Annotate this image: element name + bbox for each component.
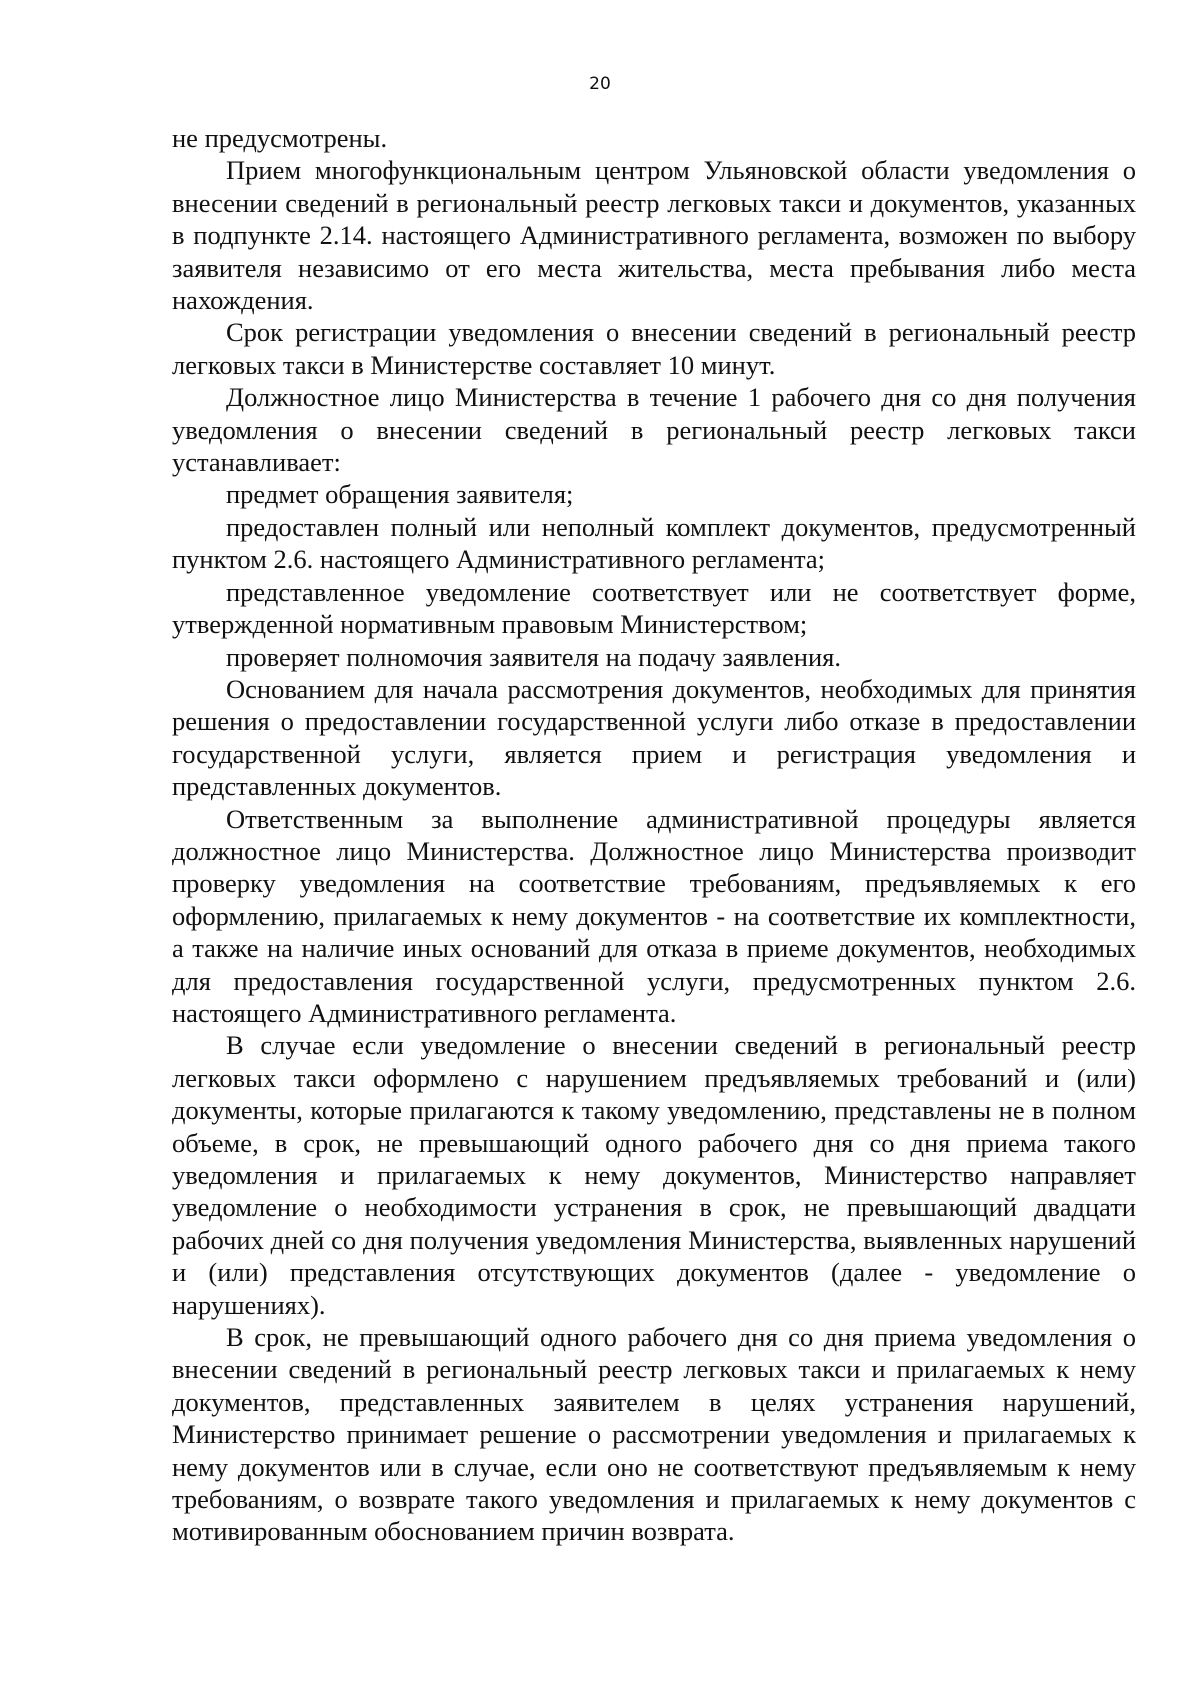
paragraph: Основанием для начала рассмотрения документов, необходимых для принятия решения о предоставлении государственной услуги либо отказе в предоставлении государственной услуги, является прием и регистрация уведомления и представленных документов. (172, 673, 1136, 802)
paragraph: Должностное лицо Министерства в течение 1 рабочего дня со дня получения уведомления о внесении сведений в региональный реестр легковых такси устанавливает: (172, 382, 1136, 478)
paragraph: не предусмотрены. (172, 123, 388, 153)
paragraph: Прием многофункциональным центром Ульяновской области уведомления о внесении сведений в региональный реестр легковых такси и документов, указанных в подпункте 2.14. настоящего Административного регламента, возможен по выбору заявителя независимо от его места жительства, места пребывания либо места нахождения. (172, 155, 1136, 316)
paragraph: Ответственным за выполнение административной процедуры является должностное лицо Министерства. Должностное лицо Министерства производит проверку уведомления на соответствие требованиям, предъявляемых к его оформлению, прилагаемых к нему документов - на соответствие их комплектности, а также на наличие иных оснований для отказа в приеме документов, необходимых для предоставления государственной услуги, предусмотренных пунктом 2.6. настоящего Административного регламента. (172, 803, 1136, 1028)
paragraph: предоставлен полный или неполный комплект документов, предусмотренный пунктом 2.6. настоящего Административного регламента; (172, 511, 1136, 575)
paragraph: В случае если уведомление о внесении сведений в региональный реестр легковых такси оформлено с нарушением предъявляемых требований и (или) документы, которые прилагаются к такому уведомлению, представлены не в полном объеме, в срок, не превышающий одного рабочего дня со дня приема такого уведомления и прилагаемых к нему документов, Министерство направляет уведомление о необходимости устранения в срок, не превышающий двадцати рабочих дней со дня получения уведомления Министерства, выявленных нарушений и (или) представления отсутствующих документов (далее - уведомление о нарушениях). (172, 1030, 1136, 1320)
paragraph: предмет обращения заявителя; (226, 479, 574, 510)
paragraph: Срок регистрации уведомления о внесении сведений в региональный реестр легковых такси в Министерстве составляет 10 минут. (172, 317, 1136, 380)
paragraph: В срок, не превышающий одного рабочего дня со дня приема уведомления о внесении сведений в региональный реестр легковых такси и прилагаемых к нему документов, представленных заявителем в целях устранения нарушений, Министерство принимает решение о рассмотрении уведомления и прилагаемых к нему документов или в случае, если оно не соответствуют предъявляемым к нему требованиям, о возврате такого уведомления и прилагаемых к нему документов с мотивированным обоснованием причин возврата. (172, 1322, 1136, 1547)
page-number: 20 (589, 74, 611, 94)
paragraph: проверяет полномочия заявителя на подачу заявления. (226, 641, 841, 672)
paragraph: представленное уведомление соответствует или не соответствует форме, утвержденной нормативным правовым Министерством; (172, 576, 1136, 640)
document-body (172, 122, 1136, 1548)
